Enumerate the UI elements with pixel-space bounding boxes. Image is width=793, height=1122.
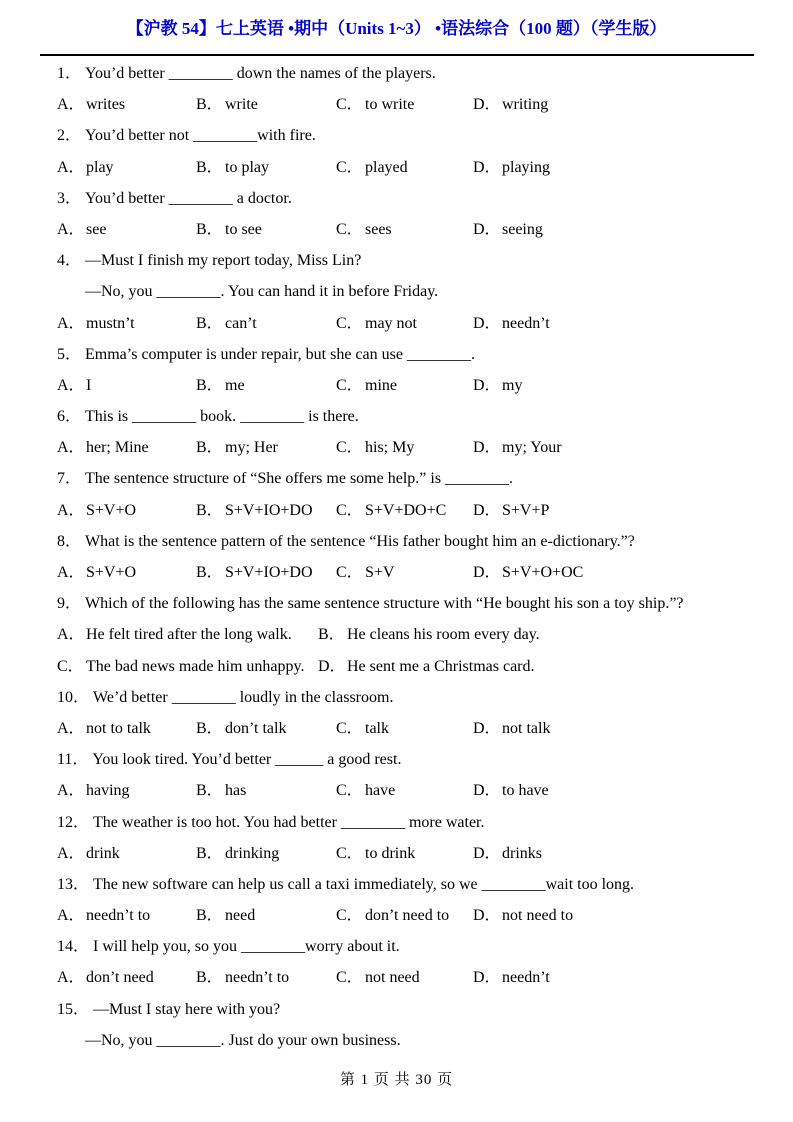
question-stem: The sentence structure of “She offers me some help.” is ________. (85, 470, 514, 488)
option-row (57, 214, 757, 245)
option-cell (473, 308, 550, 339)
option-text: needn’t (502, 314, 550, 332)
option-row (57, 900, 757, 931)
option-label: B． (196, 158, 223, 176)
option-cell (57, 651, 318, 682)
option-cell (473, 214, 543, 245)
option-cell (57, 900, 196, 931)
option-label: D． (473, 969, 501, 987)
option-label: C． (336, 844, 363, 862)
option-text: can’t (225, 314, 257, 332)
option-cell (196, 152, 336, 183)
option-row (57, 557, 757, 588)
option-text: The bad news made him unhappy. (86, 657, 305, 675)
option-label: B． (196, 96, 223, 114)
question-line (57, 588, 757, 619)
option-cell (336, 962, 473, 993)
option-text: needn’t (502, 969, 550, 987)
option-cell (196, 838, 336, 869)
option-cell (196, 557, 336, 588)
option-label: A． (57, 501, 85, 519)
question-number: 11． (57, 751, 89, 769)
question-stem: You look tired. You’d better ______ a good rest. (92, 751, 402, 769)
option-label: D． (473, 564, 501, 581)
option-label: B． (196, 844, 223, 862)
option-row (57, 308, 757, 339)
option-text: write (225, 96, 258, 114)
option-cell (196, 432, 336, 463)
option-text: drink (86, 844, 120, 862)
option-cell (318, 651, 535, 682)
question-stem: The weather is too hot. You had better ________ more water. (93, 813, 485, 831)
option-cell (57, 557, 196, 588)
question-number: 15． (57, 1000, 90, 1018)
option-text: He felt tired after the long walk. (86, 626, 292, 644)
option-row (57, 838, 757, 869)
question-line (57, 401, 757, 432)
option-text: writes (86, 96, 126, 114)
option-text: have (365, 782, 396, 800)
option-cell (473, 962, 550, 993)
option-row (57, 713, 757, 744)
option-text: her; Mine (86, 439, 149, 457)
page-number-text: 第 1 页 共 30 页 (339, 1072, 454, 1088)
question-number: 5． (57, 345, 82, 363)
option-label: C． (57, 657, 84, 675)
option-label: D． (473, 719, 501, 737)
question-line (57, 245, 757, 276)
option-row (57, 495, 757, 526)
option-cell (57, 89, 196, 120)
question-line (57, 931, 757, 962)
option-row (57, 962, 757, 993)
option-cell (57, 713, 196, 744)
option-label: D． (473, 376, 501, 394)
option-text: to have (502, 782, 549, 800)
option-text: not need (365, 969, 420, 987)
question-stem: The new software can help us call a taxi immediately, so we ________wait too long. (93, 875, 635, 893)
option-label: C． (336, 376, 363, 394)
option-label: B． (196, 439, 223, 457)
option-text: may not (365, 314, 417, 332)
option-label: C． (336, 907, 363, 925)
option-label: C． (336, 96, 363, 114)
question-stem: —Must I finish my report today, Miss Lin? (85, 252, 362, 270)
option-cell (57, 214, 196, 245)
question-number: 10． (57, 688, 90, 706)
option-text: S+V+IO+DO (225, 501, 313, 519)
questions-list (57, 58, 757, 1056)
option-text: play (86, 158, 114, 176)
option-text: He cleans his room every day. (347, 626, 540, 644)
option-text: don’t talk (225, 719, 287, 737)
option-text: He sent me a Christmas card. (347, 657, 535, 675)
option-cell (336, 900, 473, 931)
option-text: writing (502, 96, 549, 114)
option-text: not need to (502, 907, 574, 925)
option-cell (336, 775, 473, 806)
option-label: C． (336, 782, 363, 800)
option-label: C． (336, 564, 363, 581)
option-label: B． (196, 376, 223, 394)
option-label: A． (57, 376, 85, 394)
option-text: needn’t to (86, 907, 151, 925)
option-cell (336, 89, 473, 120)
option-text: my; Her (225, 439, 278, 457)
option-cell (473, 775, 549, 806)
option-cell (196, 214, 336, 245)
option-label: A． (57, 439, 85, 457)
question-number: 8． (57, 532, 82, 550)
option-text: S+V+DO+C (365, 501, 447, 519)
option-label: A． (57, 220, 85, 238)
option-cell (336, 838, 473, 869)
option-text: S+V+O (86, 564, 137, 581)
option-cell (57, 838, 196, 869)
option-label: A． (57, 719, 85, 737)
question-number: 2． (57, 127, 82, 145)
option-cell (196, 775, 336, 806)
option-cell (196, 900, 336, 931)
option-cell (196, 962, 336, 993)
option-text: don’t need to (365, 907, 450, 925)
question-number: 3． (57, 189, 82, 207)
option-label: A． (57, 564, 85, 581)
question-stem: You’d better ________ a doctor. (85, 189, 292, 207)
option-cell (57, 308, 196, 339)
option-cell (473, 152, 550, 183)
option-text: S+V+O+OC (502, 564, 584, 581)
question-line (57, 58, 757, 89)
option-label: A． (57, 626, 85, 644)
question-line (57, 276, 757, 307)
option-text: to write (365, 96, 415, 114)
option-cell (57, 152, 196, 183)
option-row (57, 775, 757, 806)
question-number: 4． (57, 252, 82, 270)
option-label: D． (473, 96, 501, 114)
option-cell (336, 370, 473, 401)
question-line (57, 526, 757, 557)
option-label: D． (473, 439, 501, 457)
option-text: not talk (502, 719, 551, 737)
option-cell (196, 495, 336, 526)
option-text: his; My (365, 439, 415, 457)
option-label: B． (196, 501, 223, 519)
option-cell (473, 432, 562, 463)
option-text: don’t need (86, 969, 154, 987)
option-text: mustn’t (86, 314, 135, 332)
question-number: 14． (57, 938, 90, 956)
option-cell (336, 308, 473, 339)
option-text: I (86, 376, 92, 394)
option-label: B． (318, 626, 345, 644)
question-line (57, 807, 757, 838)
question-stem-continued: —No, you ________. Just do your own business. (85, 1031, 401, 1049)
option-cell (473, 838, 542, 869)
option-label: D． (473, 220, 501, 238)
option-row (57, 152, 757, 183)
option-cell (473, 495, 549, 526)
question-stem: You’d better not ________with fire. (85, 127, 316, 145)
option-label: B． (196, 314, 223, 332)
option-cell (196, 370, 336, 401)
option-cell (336, 713, 473, 744)
option-text: my; Your (502, 439, 562, 457)
page-title: 【沪教 54】七上英语 •期中（Units 1~3） •语法综合（100 题）（学生版） (126, 19, 667, 38)
option-text: to see (225, 220, 262, 238)
question-stem: Which of the following has the same sentence structure with “He bought his son a toy ship.”? (85, 595, 684, 613)
option-cell (57, 495, 196, 526)
option-text: talk (365, 719, 389, 737)
option-cell (57, 432, 196, 463)
option-text: sees (365, 220, 392, 238)
option-cell (196, 89, 336, 120)
option-text: my (502, 376, 523, 394)
option-cell (57, 370, 196, 401)
option-cell (336, 557, 473, 588)
option-label: A． (57, 844, 85, 862)
option-text: needn’t to (225, 969, 290, 987)
option-cell (318, 619, 540, 650)
option-text: having (86, 782, 130, 800)
question-stem: What is the sentence pattern of the sentence “His father bought him an e-dictionary.”? (85, 532, 635, 550)
option-label: B． (196, 782, 223, 800)
option-text: S+V (365, 564, 395, 581)
option-label: C． (336, 439, 363, 457)
option-label: B． (196, 220, 223, 238)
question-line (57, 183, 757, 214)
option-row (57, 89, 757, 120)
question-stem: This is ________ book. ________ is there. (85, 408, 359, 426)
option-label: C． (336, 158, 363, 176)
question-number: 1． (57, 65, 82, 82)
question-number: 6． (57, 408, 82, 426)
option-text: drinking (225, 844, 280, 862)
option-label: A． (57, 907, 85, 925)
question-number: 12． (57, 813, 90, 831)
option-label: C． (336, 719, 363, 737)
option-label: A． (57, 314, 85, 332)
option-text: to play (225, 158, 269, 176)
option-text: seeing (502, 220, 543, 238)
question-number: 7． (57, 470, 82, 488)
option-label: A． (57, 969, 85, 987)
option-label: B． (196, 564, 223, 581)
option-label: C． (336, 220, 363, 238)
question-stem: You’d better ________ down the names of the players. (85, 65, 436, 82)
option-label: A． (57, 96, 85, 114)
question-stem: —Must I stay here with you? (93, 1000, 281, 1018)
option-label: D． (473, 782, 501, 800)
question-line (57, 682, 757, 713)
option-label: D． (473, 844, 501, 862)
option-cell (473, 713, 550, 744)
option-label: A． (57, 782, 85, 800)
question-line (57, 463, 757, 494)
option-label: B． (196, 719, 223, 737)
option-cell (336, 214, 473, 245)
question-number: 9． (57, 595, 82, 613)
question-line (57, 744, 757, 775)
option-text: not to talk (86, 719, 151, 737)
option-label: B． (196, 907, 223, 925)
option-text: playing (502, 158, 550, 176)
option-cell (57, 619, 318, 650)
option-row (57, 619, 757, 650)
question-stem-continued: —No, you ________. You can hand it in before Friday. (85, 283, 439, 301)
option-label: D． (473, 907, 501, 925)
option-label: B． (196, 969, 223, 987)
option-text: me (225, 376, 245, 394)
page-footer (0, 1066, 793, 1094)
option-cell (336, 432, 473, 463)
option-label: C． (336, 969, 363, 987)
option-label: D． (473, 158, 501, 176)
question-stem: We’d better ________ loudly in the classroom. (93, 688, 394, 706)
option-cell (473, 557, 583, 588)
option-label: C． (336, 501, 363, 519)
question-line (57, 1025, 757, 1056)
option-label: D． (473, 314, 501, 332)
option-text: see (86, 220, 107, 238)
option-cell (196, 713, 336, 744)
option-row (57, 651, 757, 682)
question-line (57, 994, 757, 1025)
option-text: has (225, 782, 247, 800)
option-text: S+V+O (86, 501, 137, 519)
option-cell (196, 308, 336, 339)
option-text: need (225, 907, 256, 925)
option-cell (473, 89, 548, 120)
option-cell (473, 370, 522, 401)
question-line (57, 120, 757, 151)
option-text: S+V+P (502, 501, 550, 519)
option-cell (336, 495, 473, 526)
option-row (57, 370, 757, 401)
option-text: drinks (502, 844, 542, 862)
option-label: D． (318, 657, 346, 675)
option-label: A． (57, 158, 85, 176)
option-text: played (365, 158, 408, 176)
question-line (57, 339, 757, 370)
question-line (57, 869, 757, 900)
question-stem: Emma’s computer is under repair, but she can use ________. (85, 345, 475, 363)
option-text: to drink (365, 844, 416, 862)
option-cell (336, 152, 473, 183)
option-row (57, 432, 757, 463)
question-number: 13． (57, 875, 90, 893)
option-text: mine (365, 376, 397, 394)
option-label: D． (473, 501, 501, 519)
option-text: S+V+IO+DO (225, 564, 313, 581)
option-label: C． (336, 314, 363, 332)
option-cell (57, 962, 196, 993)
question-stem: I will help you, so you ________worry about it. (93, 938, 400, 956)
option-cell (473, 900, 573, 931)
option-cell (57, 775, 196, 806)
header-divider (40, 54, 754, 56)
